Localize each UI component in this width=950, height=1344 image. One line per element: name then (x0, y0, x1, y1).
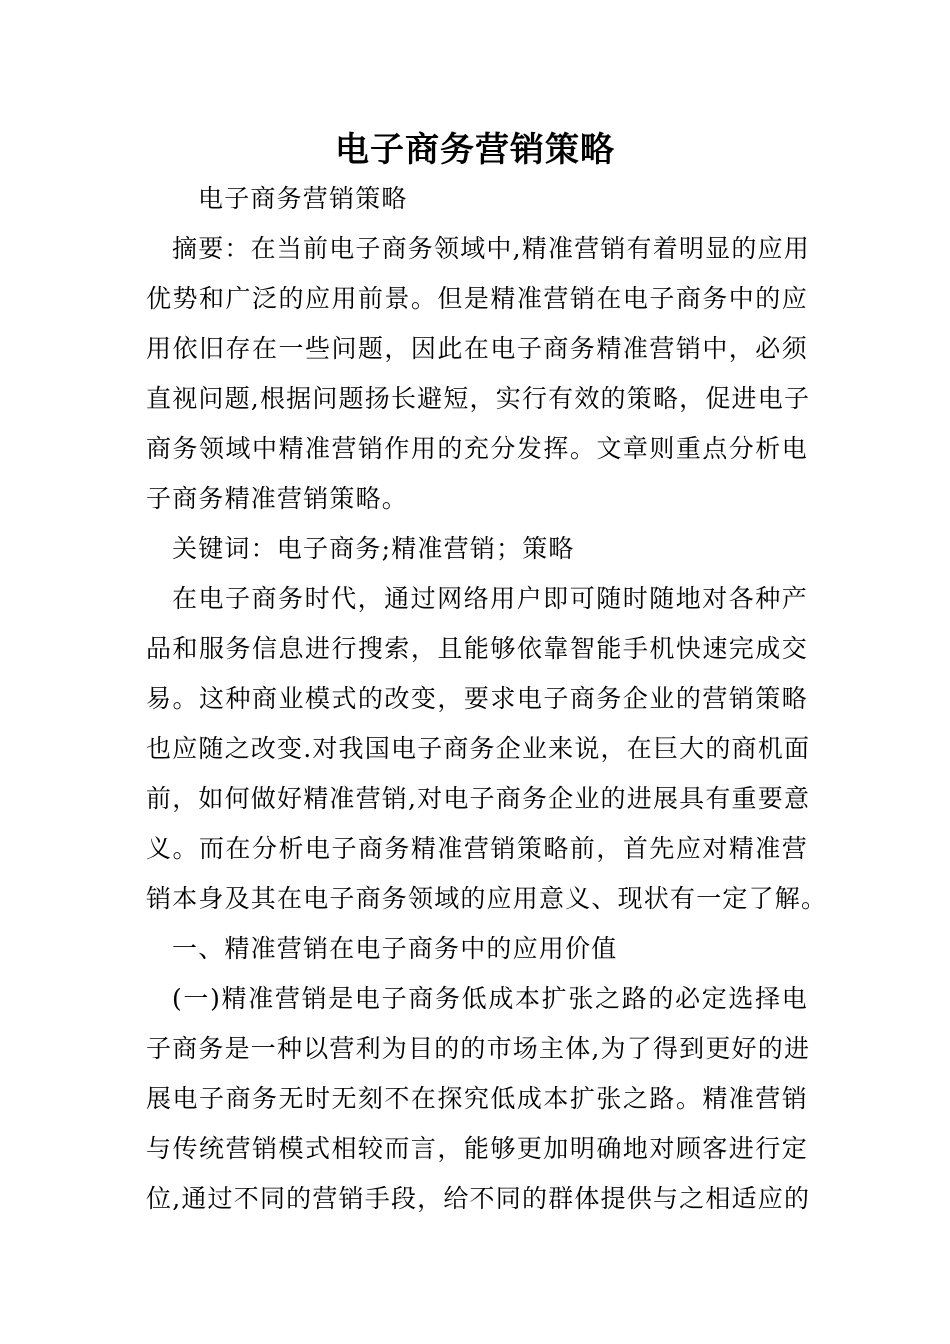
body-line: 义。而在分析电子商务精准营销策略前，首先应对精准营 (146, 834, 808, 863)
section-heading: 一、精准营销在电子商务中的应用价值 (172, 934, 618, 963)
body-line: 位,通过不同的营销手段，给不同的群体提供与之相适应的 (146, 1184, 811, 1213)
abstract-line: 商务领域中精准营销作用的充分发挥。文章则重点分析电 (146, 434, 808, 463)
body-line: 子商务是一种以营利为目的的市场主体,为了得到更好的进 (146, 1034, 811, 1063)
body-line: 品和服务信息进行搜索，且能够依靠智能手机快速完成交 (146, 634, 808, 663)
keywords-line: 关键词：电子商务;精准营销；策略 (172, 534, 575, 563)
abstract-line: 摘要：在当前电子商务领域中,精准营销有着明显的应用 (172, 234, 810, 263)
body-line: 也应随之改变.对我国电子商务企业来说，在巨大的商机面 (146, 734, 811, 763)
abstract-line: 优势和广泛的应用前景。但是精准营销在电子商务中的应 (146, 284, 808, 313)
abstract-line: 直视问题,根据问题扬长避短，实行有效的策略，促进电子 (146, 384, 811, 413)
body-line: 与传统营销模式相较而言，能够更加明确地对顾客进行定 (146, 1134, 808, 1163)
abstract-line: 用依旧存在一些问题，因此在电子商务精准营销中，必须 (146, 334, 808, 363)
body-line: (一)精准营销是电子商务低成本扩张之路的必定选择电 (172, 984, 808, 1013)
body-line: 销本身及其在电子商务领域的应用意义、现状有一定了解。 (146, 884, 828, 913)
subtitle-line: 电子商务营销策略 (198, 184, 408, 213)
body-line: 易。这种商业模式的改变，要求电子商务企业的营销策略 (146, 684, 808, 713)
document-title: 电子商务营销策略 (335, 130, 615, 170)
body-line: 在电子商务时代，通过网络用户即可随时随地对各种产 (172, 584, 808, 613)
body-line: 前，如何做好精准营销,对电子商务企业的进展具有重要意 (146, 784, 811, 813)
abstract-line: 子商务精准营销策略。 (146, 484, 409, 513)
body-line: 展电子商务无时无刻不在探究低成本扩张之路。精准营销 (146, 1084, 808, 1113)
